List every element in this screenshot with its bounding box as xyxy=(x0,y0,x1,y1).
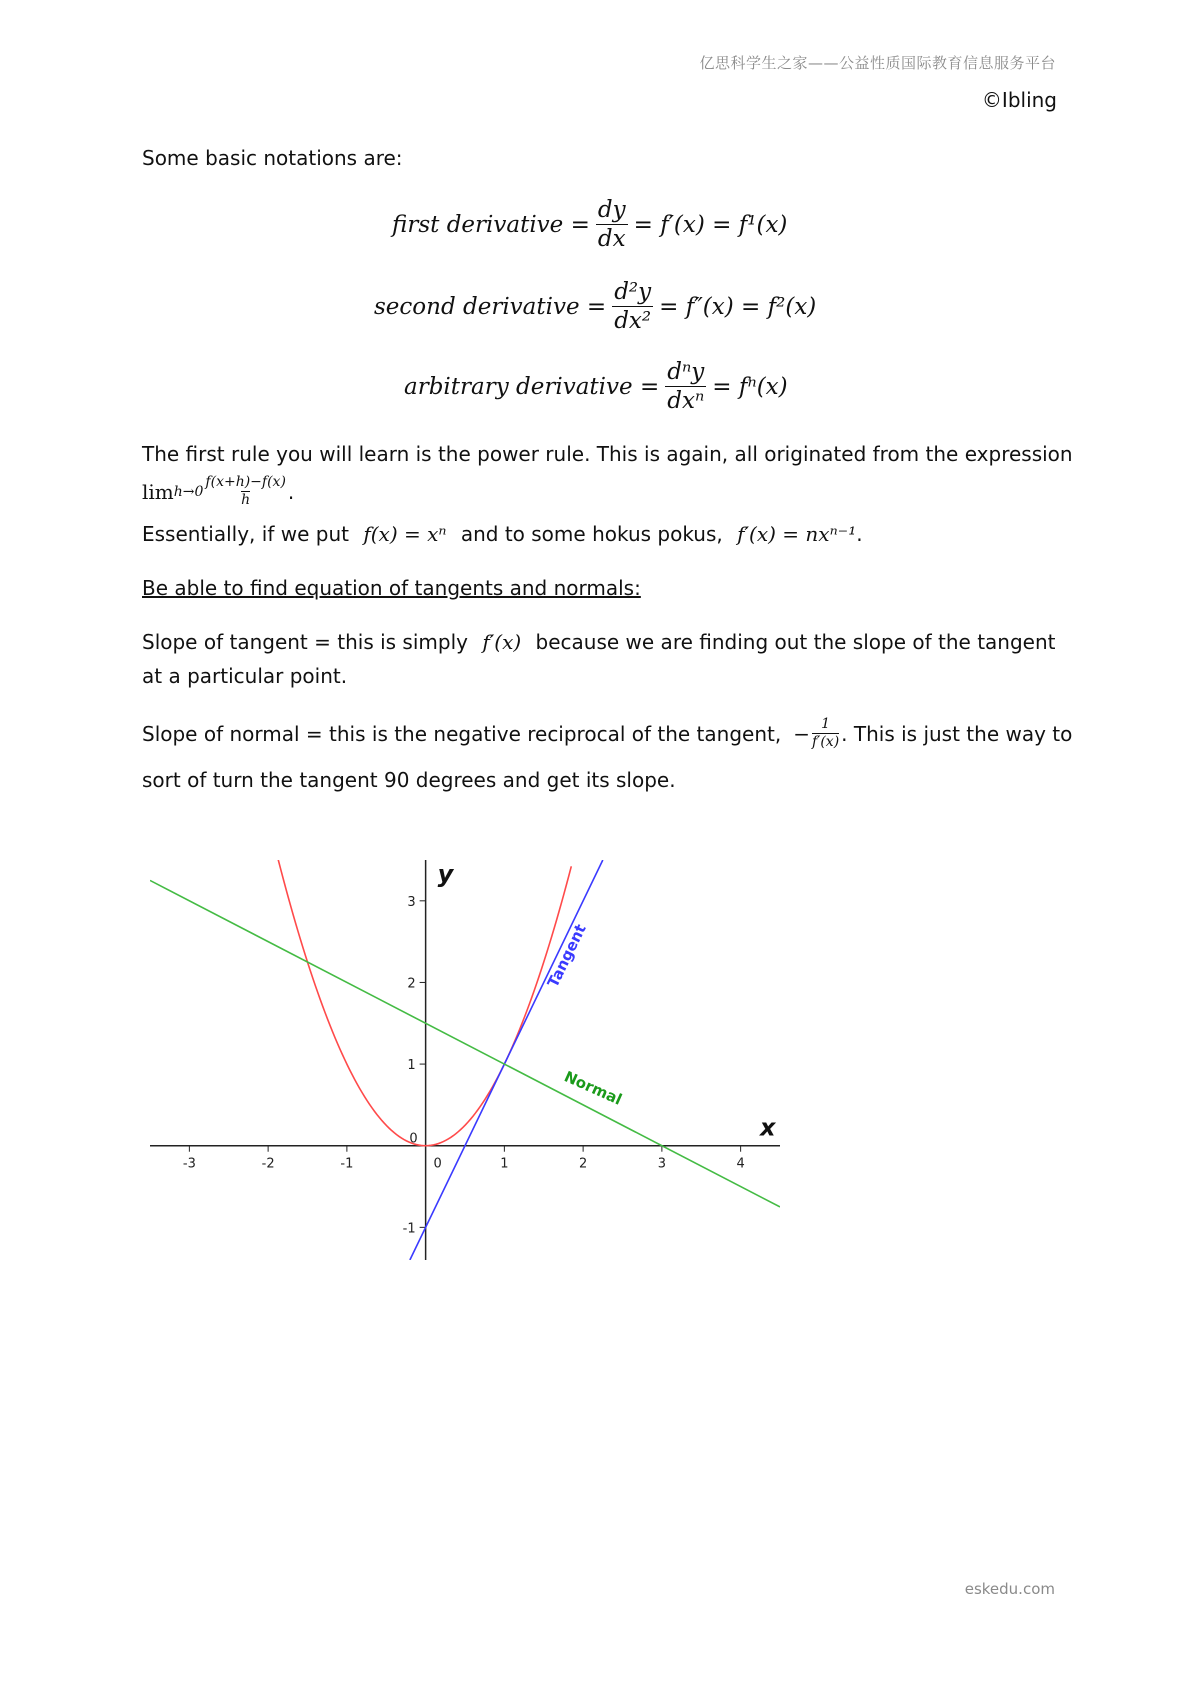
line2-b: and to some hokus pokus, xyxy=(460,522,723,546)
lim-subscript: h→0 xyxy=(173,483,204,500)
normal-num: 1 xyxy=(821,716,831,732)
normal-b: . This is just the way to xyxy=(841,721,1073,746)
series-tangent xyxy=(410,860,603,1260)
tangent-normal-graph xyxy=(150,860,780,1260)
eq2-rhs: = f″(x) = f²(x) xyxy=(659,293,817,320)
eq2-label: second derivative xyxy=(374,293,580,320)
eq3-rhs: = fⁿ(x) xyxy=(712,373,788,400)
power-rule-text: The first rule you will learn is the power rule. This is again, all originated from the expression xyxy=(142,442,1073,466)
graph-series xyxy=(150,860,780,1260)
x-tick-label: 4 xyxy=(736,1156,745,1172)
y-tick-label: 1 xyxy=(407,1058,416,1074)
eq3-den: dxⁿ xyxy=(667,388,705,414)
lim-end: . xyxy=(287,479,295,504)
eq2-fraction xyxy=(612,278,653,335)
line2-fpx: f′(x) = nxⁿ⁻¹ xyxy=(737,522,857,546)
eq2-num: d²y xyxy=(614,279,652,305)
origin-x-label: 0 xyxy=(433,1156,442,1172)
lim-den: h xyxy=(241,492,251,508)
lim-num: f(x+h)−f(x) xyxy=(205,474,286,490)
origin-label: 0 xyxy=(409,1131,418,1147)
eq2-den: dx² xyxy=(614,308,652,334)
tangent-line1 xyxy=(142,626,1055,658)
series-normal xyxy=(150,880,780,1207)
section-heading: Be able to find equation of tangents and normals: xyxy=(142,576,641,600)
graph-labels xyxy=(183,860,777,1236)
tangent-line2: at a particular point. xyxy=(142,664,348,688)
annotation-tangent: Tangent xyxy=(543,921,590,991)
x-tick-label: 2 xyxy=(578,1156,588,1172)
normal-fraction xyxy=(812,716,839,751)
eq1-label: first derivative xyxy=(392,211,564,238)
y-axis-label: y xyxy=(437,860,454,888)
line2-a: Essentially, if we put xyxy=(142,522,349,546)
equation-second-derivative: second derivative = $\frac{\text{d²y}}{\text{dx²}}$ = f″(x) = f²(x) xyxy=(374,279,817,334)
eq1-rhs: = f′(x) = f¹(x) xyxy=(633,211,788,238)
x-tick-label: 1 xyxy=(500,1156,509,1172)
tangent-a: Slope of tangent = this is simply xyxy=(142,630,468,654)
annotation-normal: Normal xyxy=(561,1067,625,1109)
eq3-label: arbitrary derivative xyxy=(404,373,633,400)
intro-text: Some basic notations are: xyxy=(142,146,403,170)
axes xyxy=(150,860,780,1260)
eq1-num: dy xyxy=(597,197,626,223)
header-site-name: 亿思科学生之家——公益性质国际教育信息服务平台 xyxy=(699,54,1056,72)
x-tick-label: -3 xyxy=(182,1156,196,1172)
normal-line1 xyxy=(142,716,1072,751)
limit-expression xyxy=(142,474,294,509)
eq1-fraction xyxy=(596,196,628,253)
series-parabola xyxy=(276,860,571,1146)
lim-word: lim xyxy=(142,479,174,504)
x-tick-label: 3 xyxy=(657,1156,667,1172)
lim-fraction xyxy=(205,474,285,509)
x-tick-label: -2 xyxy=(261,1156,275,1172)
normal-den: f′(x) xyxy=(811,734,840,750)
equation-first-derivative: first derivative = $\frac{dy}{dx}$ = f′(x) = f¹(x) xyxy=(392,197,788,252)
line2-fx: f(x) = xⁿ xyxy=(363,522,447,546)
x-tick-label: -1 xyxy=(340,1156,354,1172)
equation-arbitrary-derivative: arbitrary derivative = $\frac{\text{dⁿy}}{\text{dxⁿ}}$ = fⁿ(x) xyxy=(404,359,788,414)
x-axis-label: x xyxy=(760,1113,776,1142)
y-tick-label: 3 xyxy=(407,894,416,910)
normal-a: Slope of normal = this is the negative reciprocal of the tangent, xyxy=(142,721,782,746)
eq1-den: dx xyxy=(597,226,626,252)
normal-line2: sort of turn the tangent 90 degrees and get its slope. xyxy=(142,768,676,792)
footer-site: eskedu.com xyxy=(964,1580,1055,1598)
eq3-num: dⁿy xyxy=(667,359,705,385)
tangent-expr: f′(x) xyxy=(482,630,522,654)
eq3-fraction xyxy=(665,358,706,415)
y-tick-label: 2 xyxy=(407,976,416,992)
tangent-b: because we are finding out the slope of the tangent xyxy=(535,630,1056,654)
line2-end: . xyxy=(856,522,863,546)
y-tick-label: -1 xyxy=(402,1221,416,1237)
normal-minus: − xyxy=(793,721,810,746)
header-copyright: ©Ibling xyxy=(981,88,1057,112)
power-rule-line2 xyxy=(142,518,863,550)
